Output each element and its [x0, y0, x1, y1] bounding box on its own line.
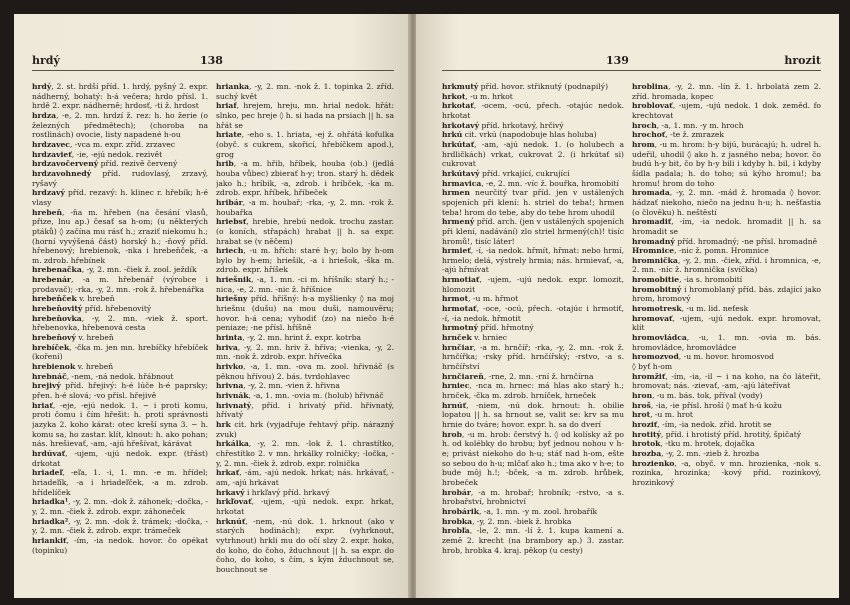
dictionary-entry: hron, -u m. bás. tok, příval (vody) — [632, 391, 763, 400]
dictionary-entry: hrkmutý příd. hovor. střiknutý (podnapilý) — [442, 82, 609, 91]
dictionary-entry: hroch, -a, 1. mn. -y m. hroch — [632, 120, 744, 130]
dictionary-entry: hrebeň, -ňa m. hřeben (na česání vlasů, přize, lnu ap.) česať sa h-om; (u některých ptáků) ◊ začína mu rásť h.; zraziť niekomu h.; (horní vyvýšená část) horský h.; -ňový příd. hřebenový; hrebienok, -nka i hrebeňček, -a m. zdrob. hřebínek — [32, 207, 208, 265]
dictionary-entry: hromovládca, -u, 1. mn. -ovia m. bás. hromovládce, hromovládce — [632, 333, 821, 352]
dictionary-entry: hromadiť, -ím, -ia nedok. hromadit || h. sa hromadit se — [632, 217, 821, 236]
dictionary-entry: hrkútavý příd. vrkající, cukrující — [442, 168, 570, 178]
dictionary-entry: hrotok, -tku m. hrotek, dojačka — [632, 439, 755, 449]
dictionary-entry: hromovať, -ujem, -ujú nedok. expr. hromovat, klít — [632, 313, 821, 333]
dictionary-entry: hrmen neurčitý tvar příd. jen v ustálených spojeních při klení: h. striel do teba!; hrmen teba! hrom do tebe, aby do tebe hrom uhodil — [442, 188, 624, 217]
dictionary-entry: hrmený příd. arch. (jen v ustálených spojeních při klení, nadávání) zlo striel hrmený(ch)! tisíc hromů!, tisíc láter! — [442, 217, 624, 246]
right-page — [416, 14, 839, 598]
dictionary-entry: Hromnice, -nic ž. pomn. Hromnice — [632, 246, 769, 256]
dictionary-entry: hrkať, -ám, -ajú nedok. hrkat; nás. hrkávať, -am, -ajú hrkávat — [216, 468, 394, 487]
dictionary-entry: hrdý, 2. st. hrdší příd. 1. hrdý, pyšný 2. expr. nádherný, bohatý: h-á večera; hrdo přísl. 1. hrdě 2. expr. nádherně; hrdosť, -ti ž. hrdost — [32, 82, 208, 111]
dictionary-entry: hrnúť, -niem, -nú dok. hrnout: h. obilie lopatou || h. sa hrnout se, valit se: krv sa mu hrnie do tváre; hovor. expr. h. sa do dverí — [442, 400, 624, 429]
dictionary-entry: hrniec, -nca m. hrnec: má hlas ako starý h.; hrnček, -čka m. zdrob. hrníček, hrneček — [442, 381, 624, 400]
dictionary-entry: hrdzavieť, -ie, -ejú nedok. rezivět — [32, 149, 163, 159]
dictionary-entry: hrozienko, -a, obyč. v mn. hrozienka, -nok s. rozinka, hrozinka; -kový příd. rozinkový, hrozinkový — [632, 458, 821, 487]
dictionary-entry: hrkú cit. vrkú (napodobuje hlas holuba) — [442, 130, 597, 140]
dictionary-entry: hrmot, -u m. hřmot — [442, 294, 519, 304]
left-column-2 — [216, 82, 394, 592]
dictionary-entry: hrotitý, příd. i hrotistý příd. hrotitý, špičatý — [632, 429, 802, 439]
dictionary-entry: hrkotať, -ocem, -ocú, přech. -otajúc nedok. hrkotat — [442, 101, 624, 120]
dictionary-entry: hroziť, -ím, -ia nedok. zříd. hrotit se — [632, 419, 772, 429]
left-page-number: 138 — [200, 54, 223, 67]
dictionary-entry: hromžiť, -ím, -ia, -il ~ i na koho, na čo láteřit, hromovat; nás. -zievať, -am, -ajú láteřívat — [632, 371, 821, 391]
dictionary-entry: hrnček v. hrniec — [442, 333, 507, 343]
dictionary-entry: hrivnatý, příd. i hrivatý příd. hřívnatý, hřívatý — [216, 400, 394, 420]
dictionary-entry: hrinta, -y, 2. mn. hrint ž. expr. kotrba — [216, 333, 362, 343]
dictionary-entry: hrozba, -y, 2. mn. -zieb ž. hrozba — [632, 448, 760, 458]
right-header-rule — [442, 70, 821, 71]
dictionary-entry: hromobitie, -ia s. hromobití — [632, 275, 743, 285]
dictionary-entry: hrkľovať, -ujem, -ujú nedok. expr. hrkat, hrkotat — [216, 497, 394, 516]
right-page-number: 139 — [606, 54, 629, 67]
dictionary-entry: hriadeľ, -eľa, 1. -i, 1. mn. -e m. hřídel; hriadeľík, -a i hriadeľček, -a m. zdrob. hřídelíček — [32, 468, 208, 497]
dictionary-entry: hrkotavý příd. hrkotavý, hrčivý — [442, 120, 564, 130]
right-column-2 — [632, 82, 821, 592]
dictionary-entry: hrebenár, -a m. hřebenář (výrobce i prodavač); -rka, -y, 2. mn. -rok ž. hřebenářka — [32, 275, 208, 294]
dictionary-entry: hrnčiareň, -rne, 2. mn. -rní ž. hrnčírna — [442, 371, 594, 381]
dictionary-entry: hrebíček, -čka m. jen mn. hrebíčky hřebíček (koření) — [32, 342, 208, 362]
dictionary-entry: hrebeňovitý příd. hřebenovitý — [32, 304, 152, 314]
dictionary-entry: hriebsť, hrebie, hrebú nedok. trochu zastar. (o koních, střapách) hrabat || h. sa expr. hrabat se (v něčem) — [216, 217, 394, 246]
dictionary-entry: hrebnáč, -nem, -ná nedok. hřábnout — [32, 371, 174, 381]
dictionary-entry: ◊ byť h-om — [632, 362, 673, 372]
dictionary-entry: hroš, -ia, -ie přísl. hroší ◊ mať h-ú kožu — [632, 400, 783, 410]
dictionary-entry: hrknúť, -nem, -nú dok. 1. hrknout (ako v starých hodinách); expr. (vyhrknout, vytrhnout) hrkli mu do očí slzy 2. expr. hoko, do koho, do čoho, žduchnout || h. sa expr. do čoho, do koho, s čím, s kým žduchnout se, bouchnout se — [216, 516, 394, 574]
dictionary-entry: hrkavý i hrkľavý příd. hrkavý — [216, 487, 330, 497]
dictionary-entry: hrkútať, -am, -ajú nedok. 1. (o holubech a hrdličkách) vrkat, cukrovat 2. (i hrkútať si) cukrovat — [442, 139, 624, 169]
dictionary-entry: hrk cit. hrk (vyjadřuje řehtavý příp. nárazný zvuk) — [216, 419, 394, 439]
dictionary-entry: hrobka, -y, 2. mn. -biek ž. hrobka — [442, 516, 572, 526]
dictionary-entry: hrmotať, -oce, -ocú, přech. -otajúc i hrmotiť, -í, -ia nedok. hřmotit — [442, 304, 624, 323]
dictionary-entry: hromnička, -y, 2. mn. -čiek, zříd. i hromnica, -e, 2. mn. -níc ž. hromnička (svíčka) — [632, 255, 821, 275]
dictionary-entry: hriech, -u m. hřích: staré h-y; bolo by h-om bylo by h-em; hriešik, -a i hriešok, -ška m. zdrob. expr. hříšek — [216, 246, 394, 275]
left-page — [14, 14, 410, 598]
dictionary-entry: hriankiť, -ím, -ia nedok. hovor. čo opékat (topinku) — [32, 535, 208, 555]
left-header-rule — [32, 70, 394, 71]
dictionary-entry: hrebeňček v. hrebeň — [32, 294, 115, 304]
dictionary-entry: hromadný příd. hromadný; -ne přísl. hromadně — [632, 236, 818, 246]
dictionary-entry: hrdzavec, -vca m. expr. zříd. zrzavec — [32, 139, 176, 149]
dictionary-entry: hrebenačka, -y, 2. mn. -čiek ž. zool. ježdík — [32, 265, 197, 275]
dictionary-entry: hrdzavočervený příd. rezivě červený — [32, 159, 178, 169]
dictionary-entry: hrnčiar, -a m. hrnčíř; -rka, -y, 2. mn. -rok ž. hrnčířka; -rsky příd. hrnčířský; -rstvo, -a s. hrnčířství — [442, 342, 624, 372]
dictionary-entry: hriva, -y, 2. mn. hriv ž. hříva; -vienka, -y, 2. mn. -nok ž. zdrob. expr. hřívečka — [216, 342, 394, 362]
dictionary-entry: hriešnik, -a, 1. mn. -ci m. hříšník: starý h.; -nica, -e, 2. mn. -nic ž. hříšnice — [216, 275, 394, 294]
dictionary-entry: hriadka², -y, 2. mn. -dok ž. trámek; -dočka, -y, 2. mn. -čiek ž. zdrob. expr. trámeček — [32, 516, 208, 536]
dictionary-entry: hriať, -eje, -ejú nedok. 1. ~ i proti komu, proti čomu i čím hřešit: h. proti správnosti jazyka 2. koho kárat: otec kreší syna 3. ~ h. komu sa, ho zastar. klít, klnout: h. ako pohan; nás. hrešievať, -am, -ajú hřešívat, kárávat — [32, 400, 208, 449]
dictionary-entry: hrot, -u m. hrot — [632, 410, 693, 420]
dictionary-entry: hriešny příd. hříšný: h-a myšlienky ◊ na moj hriešnu (dušu) na mou duši, namouvěru; hovor. h-á cena; vyhodiť (zo) na niečo h-é peniaze; -ne přísl. hříšně — [216, 294, 394, 333]
dictionary-entry: hrobár, -a m. hrobař; hrobník; -rstvo, -a s. hrobařství, hrobnictví — [442, 487, 624, 507]
dictionary-entry: hromotresk, -u m. lid. neťesk — [632, 304, 749, 314]
dictionary-entry: hrdzavohnedý příd. rudovlasý, zrzavý, ryšavý — [32, 168, 208, 188]
dictionary-entry: hrebeňový v. hrebeň — [32, 333, 114, 343]
dictionary-entry: hrochoť, -te ž. zmrazek — [632, 130, 724, 140]
dictionary-entry: hrmavica, -e, 2. mn. -víc ž. bouřka, hromobití — [442, 178, 619, 188]
dictionary-entry: hrdza, -e, 2. mn. hrdzí ž. rez: h. ho žerie (o železných předmětech); (choroba na rostlinách) ovocie, listy napadené h-ou — [32, 110, 208, 140]
left-column-1 — [32, 82, 208, 592]
dictionary-entry: hrivna, -y, 2. mn. -vien ž. hřivna — [216, 381, 340, 391]
dictionary-entry: hroblovať, -ujem, -ujú nedok. 1 dok. zeměd. fo krechtovat — [632, 101, 821, 120]
right-column-1 — [442, 82, 624, 592]
dictionary-entry: hrivko, -a, 1. mn. -ova m. zool. hřivnáč (s pěknou hřívou) 2. bás. tvrdohlavec — [216, 362, 394, 381]
dictionary-entry: hribár, -a m. houbař; -rka, -y, 2. mn. -rok ž. houbařka — [216, 197, 394, 217]
dictionary-entry: hriadka¹, -y, 2. mn. -dok ž. záhonek; -dočka, -y, 2. mn. -čiek ž. zdrob. expr. záhoneček — [32, 497, 208, 516]
dictionary-entry: hriate, -eho s. 1. hriata, -ej ž. ohřátá kofulka (obyč. s cukrem, skořicí, hřebíčkem apod.), grog — [216, 130, 394, 159]
dictionary-entry: hrkálka, -y, 2. mn. -lok ž. 1. chrastítko, chřestítko 2. v mn. hrkálky rolničky; -ločka, -y, 2. mn. -čiek ž. zdrob. expr. rolnička — [216, 439, 394, 468]
dictionary-entry: hrejivý příd. hřejivý: h-é lúče h-é paprsky; přen. h-é slová; -vo přísl. hřejivě — [32, 381, 208, 400]
dictionary-entry: hrkot, -u m. hrkot — [442, 91, 513, 101]
dictionary-entry: hromozvod, -u m. hovor. hromosvod — [632, 352, 774, 362]
dictionary-entry: hriaf, hrejem, hreju, mn. hrial nedok. hřát: slnko, pec hreje ◊ h. si hada na prsiach || h. sa hřát se — [216, 101, 394, 130]
dictionary-entry: hroblina, -y, 2. mn. -lín ž. 1. hrbolatá zem 2. zříd. hromada, kopec — [632, 82, 821, 101]
dictionary-entry: hromada, -y, 2. mn. -mád ž. hromada ◊ hovor. hádzať niekoho, niečo na jednu h-u; h. nešťastia (o člověku) h. neštěstí — [632, 188, 821, 217]
left-running-headword: hrdý — [32, 54, 60, 67]
dictionary-entry: hrebienok v. hrebeň — [32, 362, 114, 372]
dictionary-entry: hrmotný příd. hřmotný — [442, 323, 534, 333]
dictionary-entry: hrom, -u m. hrom: h-y bijú, burácajú; h. udrel h. udeřil, uhodil ◊ ako h. z jasného neba; hovor. čo budú h-y bit, čo by h-y bili i kdyby h. bil, i kdyby šídla padala; h. do toho; sú kýho hromu!; ba hromu! hrom do toho — [632, 139, 821, 188]
dictionary-entry: hrobárik, -a, 1. mn. -y m. zool. hrobařík — [442, 506, 598, 516]
dictionary-entry: hrmotiať, -ujem, -ujú nedok. expr. lomozit, hlomozit — [442, 275, 624, 294]
dictionary-entry: hrebeňovka, -y, 2. mn. -viek ž. sport. hřebenovka, hřebenová cesta — [32, 313, 208, 333]
dictionary-entry: hrdzavý příd. rezavý: h. klinec r. hřebík; h-é vlasy — [32, 188, 208, 207]
dictionary-entry: hromobitný i hromoblaný příd. bás. zdající jako hrom, hromový — [632, 284, 821, 304]
dictionary-entry: hrib, -a m. hřib, hříbek, houba (ob.) (jedlá houba vůbec) zbierať h-y; tron. starý h. dědek jako h.; hríbik, -a, zdrob. i hríbček, -ka m. zdrob. expr. hříbek, hříbeček — [216, 159, 394, 198]
dictionary-entry: hrianka, -y, 2. mn. -nok ž. 1. topinka 2. zříd. suchý květ — [216, 82, 394, 101]
right-running-headword: hrozit — [784, 54, 821, 67]
dictionary-entry: hrmieť, -í, -ia nedok. hřmít, hřmat: nebo hrmí, hrmelo; delá, výstrely hrmia; nás. hrmievať, -a, -ajú hřmívat — [442, 246, 624, 275]
dictionary-entry: hrobľa, -le, 2. mn. -lí ž. 1. kupa kamení a. země 2. krecht (na brambory ap.) 3. zastar. hrob, hrobka 4. kraj. pěkop (u cesty) — [442, 526, 624, 555]
dictionary-entry: hrdúvať, -ujem, -ujú nedok. expr. (třást) drkotat — [32, 448, 208, 468]
dictionary-entry: hrob, -u m. hrob: čerstvý h. ◊ od kolísky až po h. od kolébky do hrobu; byť jednou nohou v h-e; privást niekoho do h-u; stáť nad h-om, ešte so sebou do h-u; mlčať ako h.; tma ako v h-e; to bude môj h.!; -bček, -a m. zdrob. hrůbek, hrobeček — [442, 429, 624, 487]
dictionary-entry: hrivnák, -a, 1. mn. -ovia m. (holub) hřivnáč — [216, 391, 384, 400]
